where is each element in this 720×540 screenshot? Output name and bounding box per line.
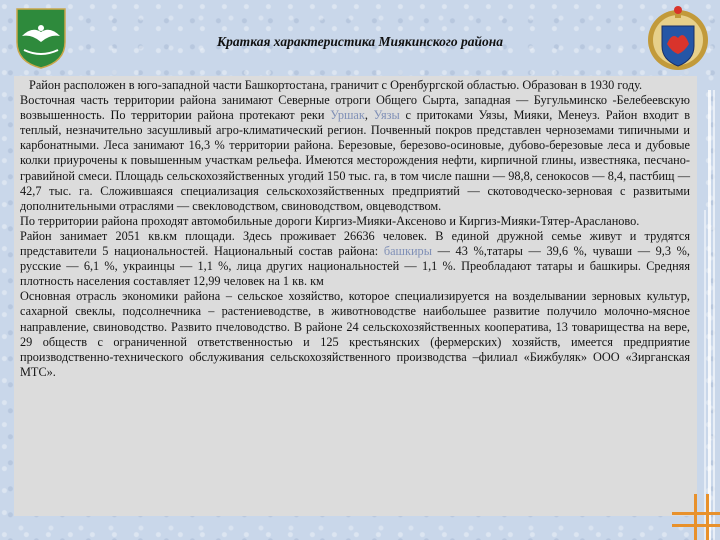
paragraph-location: Район расположен в юго-западной части Башкортостана, граничит с Оренбургской областью. Образован в 1930 году. <box>29 78 643 92</box>
page-title: Краткая характеристика Миякинского района <box>217 34 503 49</box>
document-body <box>20 78 690 380</box>
population-text-start: Район занимает 2051 кв.км площади. Здесь проживает 26636 человек. В единой дружной семье живут и трудятся представители 5 национальностей. Национальный состав района: <box>20 228 690 259</box>
geography-text-start: Восточная часть территории района занимают Северные отроги Общего Сырта, западная — Бугульминско -Белебеевскую возвышенность. По территории района протекают реки <box>20 93 690 123</box>
paragraph-geography <box>20 93 690 214</box>
population-text-end: — 43 %,татары — 39,6 %, чуваши — 9,3 %, русские — 6,1 %, украинцы — 1,1 %, лица других национальностей — 1,1 %. Преобладают татары и башкиры. Средняя плотность населения составляет 12,99 человек на 1 кв. км <box>20 244 690 289</box>
paragraph-economy: Основная отрасль экономики района – сельское хозяйство, которое специализируется на возделывании зерновых культур, сахарной свеклы, подсолнечника – растениеводстве, в животноводстве наибольшее развитие получило молочно-мясное направление, свиноводство. Развито пчеловодство. В районе 24 сельскохозяйственных кооператива, 13 товарищества на вере, 29 обществ с ограниченной ответственностью и 125 крестьянских (фермерских) хозяйств, имеется предприятие производственно-технического обслуживания сельскохозяйственного производства –филиал «Бижбуляк» ООО «Зирганская МТС». <box>20 289 690 379</box>
decorative-corner-lines <box>672 494 720 540</box>
river-link-uyazy[interactable]: Уязы <box>373 108 400 123</box>
decorative-side-stripes <box>700 90 720 540</box>
river-link-ursak[interactable]: Уршак <box>330 108 365 123</box>
paragraph-population <box>20 229 690 289</box>
geography-separator: , <box>364 108 374 123</box>
bashkirs-link[interactable]: башкиры <box>383 244 432 259</box>
geography-text-end: с притоками Уязы, Мияки, Менеуз. Район входит в теплый, незначительно засушливый агро-климатический регион. Почвенный покров представлен черноземами типичными и карбонатными. Леса занимают 16,3 % территории района. Березовые, березово-осиновые, дубово-березовые леса и дубовые колки приурочены к повышенным участкам рельефа. Имеются месторождения нефти, кирпичной глины, известняка, песчано-гравийной смеси. Площадь сельскохозяйственных угодий 150 тыс. га, в том числе пашни — 98,8, сенокосов — 8,4, пастбищ — 42,7 тыс. га. Сложившаяся специализация сельскохозяйственных предприятий — скотоводческо-зерновая с развитыми дополнительными отраслями — свекловодством, свиноводством, овцеводством. <box>20 108 691 213</box>
paragraph-roads: По территории района проходят автомобильные дороги Киргиз-Мияки-Аксеново и Киргиз-Мияки-Тятер-Арасланово. <box>20 213 640 228</box>
